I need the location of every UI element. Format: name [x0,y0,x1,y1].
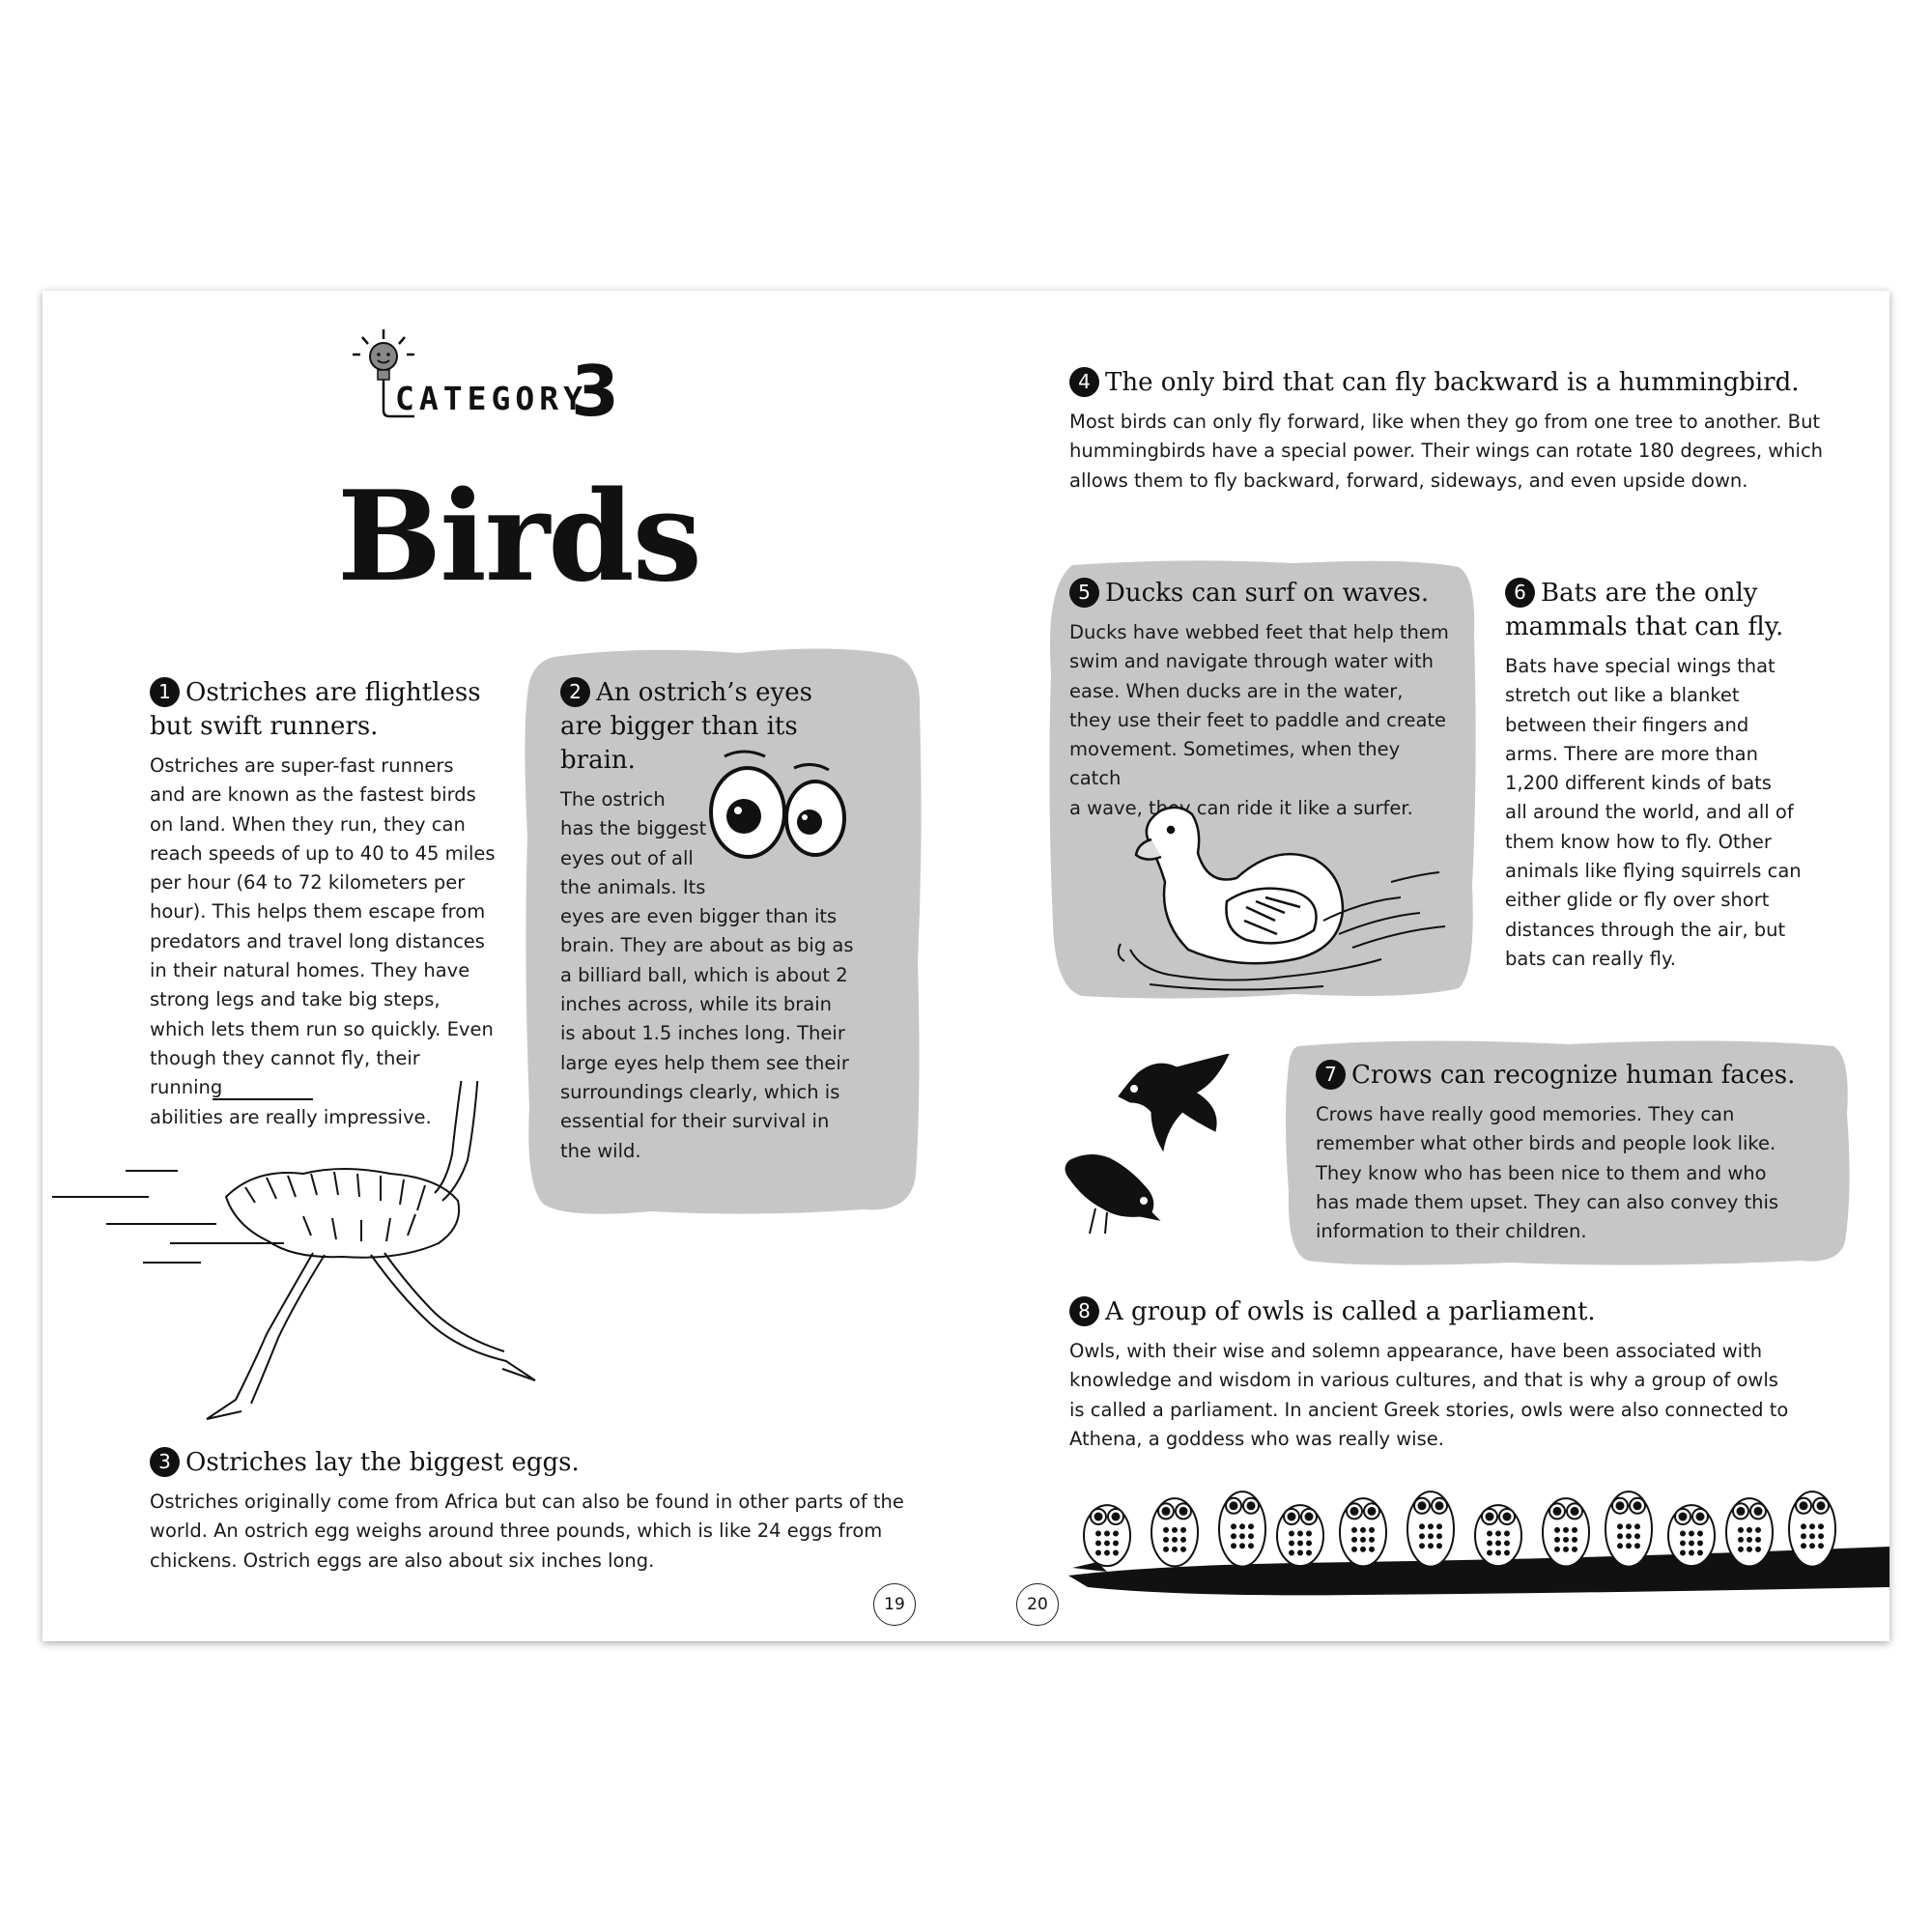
owl-feather-dot [1810,1534,1814,1538]
text-line: Crows have really good memories. They can [1316,1103,1735,1125]
ostrich-illustration [52,1081,554,1438]
owl-pupil [1755,1508,1762,1515]
fact-4-body [1069,408,1861,496]
owl-feather-dot [1420,1544,1424,1548]
fact-6-body [1505,652,1814,974]
fact-5-heading [1069,577,1456,611]
owl-feather-dot [1429,1534,1433,1538]
text-line: reach speeds of up to 40 to 45 miles [150,841,496,865]
fact-8-heading [1069,1295,1861,1329]
owl-feather-dot [1681,1532,1685,1536]
owl-feather-dot [1747,1548,1751,1551]
owl-feather-dot [1096,1532,1100,1536]
owl-feather-dot [1437,1544,1441,1548]
text-line: per hour (64 to 72 kilometers per [150,871,466,895]
text-line: between their fingers and [1505,713,1749,736]
text-line: either glide or fly over short [1505,889,1770,912]
owl-feather-dot [1505,1532,1509,1536]
category-header [347,327,685,432]
owl-feather-dot [1096,1551,1100,1555]
owl-feather-dot [1756,1528,1760,1532]
fact-6-title-line: Bats are the only [1541,579,1758,608]
text-line: Athena, a goddess who was really wise. [1069,1427,1444,1450]
category-number: 3 [571,351,620,432]
owl-feather-dot [1505,1551,1509,1555]
fact-7-number: 7 [1316,1060,1346,1090]
text-line: on land. When they run, they can [150,812,466,836]
owls-on-branch-illustration [1068,1467,1889,1601]
owl-feather-dot [1352,1528,1356,1532]
fact-2-title-line: are bigger than its [560,712,798,741]
owl-feather-dot [1240,1534,1244,1538]
text-line: eyes out of all [560,846,694,869]
owl-feather-dot [1505,1542,1509,1546]
text-line: brain. They are about as big as [560,934,854,957]
fact-8-number: 8 [1069,1296,1099,1326]
fact-6 [1505,577,1814,974]
owl-feather-dot [1739,1538,1743,1542]
text-line: hour). This helps them escape from [150,900,486,923]
owl-pupil [1369,1508,1376,1515]
owl-feather-dot [1627,1534,1631,1538]
text-line: has made them upset. They can also convey this [1316,1190,1779,1213]
text-line: allows them to fly backward, forward, sideways, and even upside down. [1069,469,1748,492]
owl-pupil [1801,1502,1807,1509]
owl-feather-dot [1298,1532,1302,1536]
owl-feather-dot [1370,1548,1374,1551]
text-line: and are known as the fastest birds [150,783,476,807]
text-line: Ducks have webbed feet that help them [1069,621,1449,643]
fact-1-heading [150,676,497,744]
owl-feather-dot [1627,1544,1631,1548]
owl-feather-dot [1810,1544,1814,1548]
page-number-left: 19 [873,1583,916,1626]
owl-feather-dot [1555,1538,1559,1542]
owl-pupil [1095,1514,1102,1520]
fact-1-body [150,752,497,1132]
owl-pupil [1436,1502,1443,1509]
owl-feather-dot [1747,1538,1751,1542]
owl-feather-dot [1429,1544,1433,1548]
owl-pupil [1617,1502,1624,1509]
owl-pupil [1738,1508,1745,1515]
text-line: essential for their survival in [560,1110,830,1133]
owl-feather-dot [1747,1528,1751,1532]
owl-feather-dot [1173,1528,1177,1532]
owl-feather-dot [1627,1524,1631,1528]
fact-1-title-line: Ostriches are flightless [185,678,481,707]
owl-feather-dot [1181,1548,1185,1551]
owl-feather-dot [1249,1544,1253,1548]
page-number-right: 20 [1016,1583,1059,1626]
fact-8-body [1069,1337,1861,1454]
fact-4-title-line: The only bird that can fly backward is a hummingbird. [1105,368,1800,397]
text-line: chickens. Ostrich eggs are also about six inches long. [150,1548,655,1572]
text-line: arms. There are more than [1505,742,1758,765]
owl-feather-dot [1690,1542,1693,1546]
text-line: Bats have special wings that [1505,655,1776,677]
owl-feather-dot [1819,1544,1823,1548]
owl-feather-dot [1105,1542,1109,1546]
owl-feather-dot [1635,1544,1639,1548]
owl-feather-dot [1564,1548,1568,1551]
owl-feather-dot [1164,1538,1168,1542]
owl-feather-dot [1307,1542,1311,1546]
owl-feather-dot [1370,1538,1374,1542]
fact-2-number: 2 [560,677,590,707]
fact-1-title-line: but swift runners. [150,712,379,741]
owl-feather-dot [1802,1524,1805,1528]
owl-feather-dot [1429,1524,1433,1528]
text-line: which lets them run so quickly. Even [150,1017,494,1040]
owl-feather-dot [1437,1534,1441,1538]
owl-feather-dot [1164,1528,1168,1532]
text-line: hummingbirds have a special power. Their wings can rotate 180 degrees, which [1069,440,1824,463]
owl-feather-dot [1249,1524,1253,1528]
text-line: they use their feet to paddle and create [1069,708,1447,731]
owl-feather-dot [1370,1528,1374,1532]
fact-8 [1069,1295,1861,1454]
owl-feather-dot [1573,1528,1577,1532]
owl-feather-dot [1573,1548,1577,1551]
owl-feather-dot [1307,1532,1311,1536]
text-line: They know who has been nice to them and who [1316,1161,1767,1184]
owl-pupil [1634,1502,1641,1509]
text-line: movement. Sometimes, when they catch [1069,738,1401,790]
owl-pupil [1351,1508,1358,1515]
owl-feather-dot [1249,1534,1253,1538]
owl-feather-dot [1739,1528,1743,1532]
owl-feather-dot [1181,1538,1185,1542]
owl-feather-dot [1698,1542,1702,1546]
text-line: distances through the air, but [1505,918,1786,941]
text-line: eyes are even bigger than its [560,905,838,928]
owl-pupil [1113,1514,1120,1520]
text-line: predators and travel long distances [150,929,485,952]
owl-feather-dot [1496,1551,1500,1555]
owl-feather-dot [1232,1544,1236,1548]
text-line: swim and navigate through water with [1069,650,1434,673]
owl-feather-dot [1564,1528,1568,1532]
fact-3-title-line: Ostriches lay the biggest eggs. [185,1448,580,1477]
owl-feather-dot [1681,1551,1685,1555]
owl-feather-dot [1681,1542,1685,1546]
category-label: CATEGORY [395,380,587,417]
owl-feather-dot [1488,1551,1492,1555]
text-line: in their natural homes. They have [150,959,470,982]
owl-feather-dot [1573,1538,1577,1542]
owl-feather-dot [1240,1524,1244,1528]
owl-pupil [1487,1514,1493,1520]
text-line: abilities are really impressive. [150,1105,432,1128]
owl-feather-dot [1232,1534,1236,1538]
owl-feather-dot [1437,1524,1441,1528]
crows-illustration [1051,1054,1235,1247]
text-line: surroundings clearly, which is [560,1080,840,1103]
text-line: The ostrich [560,788,666,810]
fact-3-heading [150,1446,923,1480]
text-line: large eyes help them see their [560,1051,849,1074]
owl-pupil [1306,1514,1313,1520]
owl-feather-dot [1361,1528,1365,1532]
text-line: Ostriches originally come from Africa but can also be found in other parts of the [150,1491,904,1513]
owl-feather-dot [1496,1542,1500,1546]
fact-6-heading [1505,577,1814,644]
owl-feather-dot [1181,1528,1185,1532]
owl-feather-dot [1352,1538,1356,1542]
text-line: Owls, with their wise and solemn appearance, have been associated with [1069,1340,1763,1362]
owl-feather-dot [1635,1534,1639,1538]
text-line: has the biggest [560,817,707,840]
owl-feather-dot [1105,1551,1109,1555]
owl-feather-dot [1114,1551,1118,1555]
owl-feather-dot [1173,1538,1177,1542]
owl-feather-dot [1618,1534,1622,1538]
owl-feather-dot [1690,1532,1693,1536]
cartoon-eyes-illustration [705,745,850,870]
owl-feather-dot [1307,1551,1311,1555]
text-line: inches across, while its brain [560,993,832,1016]
text-line: is about 1.5 inches long. Their [560,1022,845,1045]
owl-pupil [1554,1508,1561,1515]
fact-5 [1069,577,1456,823]
owl-feather-dot [1555,1548,1559,1551]
text-line: world. An ostrich egg weighs around three pounds, which is like 24 eggs from [150,1520,883,1543]
text-line: Most birds can only fly forward, like when they go from one tree to another. But [1069,411,1821,433]
owl-pupil [1248,1502,1255,1509]
owl-feather-dot [1756,1538,1760,1542]
owl-feather-dot [1164,1548,1168,1551]
fact-3-body [150,1488,923,1576]
owl-feather-dot [1690,1551,1693,1555]
text-line: a wave, they can ride it like a surfer. [1069,796,1413,819]
owl-feather-dot [1802,1534,1805,1538]
owl-feather-dot [1114,1532,1118,1536]
owl-feather-dot [1698,1532,1702,1536]
owl-pupil [1697,1514,1704,1520]
book-spread [43,291,1889,1641]
text-line: information to their children. [1316,1220,1587,1243]
fact-7-title-line: Crows can recognize human faces. [1351,1061,1796,1090]
owl-pupil [1231,1502,1237,1509]
fact-2-title-line: brain. [560,746,636,775]
owl-feather-dot [1298,1551,1302,1555]
owl-pupil [1163,1508,1170,1515]
fact-6-number: 6 [1505,578,1535,608]
fact-4-number: 4 [1069,367,1099,397]
fact-3 [150,1446,923,1576]
text-line: though they cannot fly, their running [150,1046,420,1099]
owl-feather-dot [1555,1528,1559,1532]
text-line: all around the world, and all of [1505,801,1794,824]
fact-8-title-line: A group of owls is called a parliament. [1105,1297,1596,1326]
owl-pupil [1289,1514,1295,1520]
owl-feather-dot [1420,1524,1424,1528]
owl-pupil [1504,1514,1511,1520]
owl-feather-dot [1496,1532,1500,1536]
owl-feather-dot [1298,1542,1302,1546]
owl-pupil [1680,1514,1687,1520]
owl-feather-dot [1488,1532,1492,1536]
owl-feather-dot [1290,1551,1293,1555]
fact-5-number: 5 [1069,578,1099,608]
owl-feather-dot [1819,1524,1823,1528]
text-line: knowledge and wisdom in various cultures, and that is why a group of owls [1069,1369,1778,1392]
owl-feather-dot [1173,1548,1177,1551]
owl-feather-dot [1819,1534,1823,1538]
fact-4-heading [1069,366,1861,400]
owl-feather-dot [1420,1534,1424,1538]
owl-feather-dot [1361,1538,1365,1542]
text-line: animals like flying squirrels can [1505,860,1802,883]
text-line: Ostriches are super-fast runners [150,754,454,777]
fact-3-number: 3 [150,1447,180,1477]
text-line: strong legs and take big steps, [150,988,440,1011]
page-title: Birds [337,465,700,610]
fact-5-body [1069,618,1456,823]
text-line: them know how to fly. Other [1505,830,1772,853]
fact-7-body [1316,1100,1837,1246]
text-line: remember what other birds and people look like. [1316,1132,1776,1155]
text-line: is called a parliament. In ancient Greek stories, owls were also connected to [1069,1398,1789,1421]
fact-6-title-line: mammals that can fly. [1505,612,1784,641]
owl-feather-dot [1739,1548,1743,1551]
owl-feather-dot [1564,1538,1568,1542]
owl-feather-dot [1096,1542,1100,1546]
owl-pupil [1818,1502,1825,1509]
owl-feather-dot [1802,1544,1805,1548]
owl-feather-dot [1698,1551,1702,1555]
text-line: the animals. Its [560,875,706,898]
owl-feather-dot [1618,1524,1622,1528]
text-line: a billiard ball, which is about 2 [560,963,848,986]
text-line: stretch out like a blanket [1505,684,1740,707]
owl-feather-dot [1240,1544,1244,1548]
owl-pupil [1572,1508,1578,1515]
owl-feather-dot [1114,1542,1118,1546]
owl-pupil [1180,1508,1187,1515]
owl-feather-dot [1810,1524,1814,1528]
owl-feather-dot [1290,1542,1293,1546]
fact-1 [150,676,497,1132]
owl-feather-dot [1635,1524,1639,1528]
owl-pupil [1419,1502,1426,1509]
owl-feather-dot [1352,1548,1356,1551]
fact-7-heading [1316,1059,1837,1093]
text-line: bats can really fly. [1505,947,1676,970]
owl-feather-dot [1618,1544,1622,1548]
fact-4 [1069,366,1861,496]
text-line: 1,200 different kinds of bats [1505,772,1772,795]
owl-feather-dot [1105,1532,1109,1536]
owl-feather-dot [1232,1524,1236,1528]
owl-feather-dot [1488,1542,1492,1546]
owl-feather-dot [1756,1548,1760,1551]
owl-feather-dot [1361,1548,1365,1551]
text-line: ease. When ducks are in the water, [1069,679,1404,702]
fact-2-title-line: An ostrich’s eyes [596,678,812,707]
fact-5-title-line: Ducks can surf on waves. [1105,579,1430,608]
fact-7 [1316,1059,1837,1246]
owl-feather-dot [1290,1532,1293,1536]
duck-illustration [1111,805,1497,998]
text-line: the wild. [560,1139,641,1162]
fact-1-number: 1 [150,677,180,707]
